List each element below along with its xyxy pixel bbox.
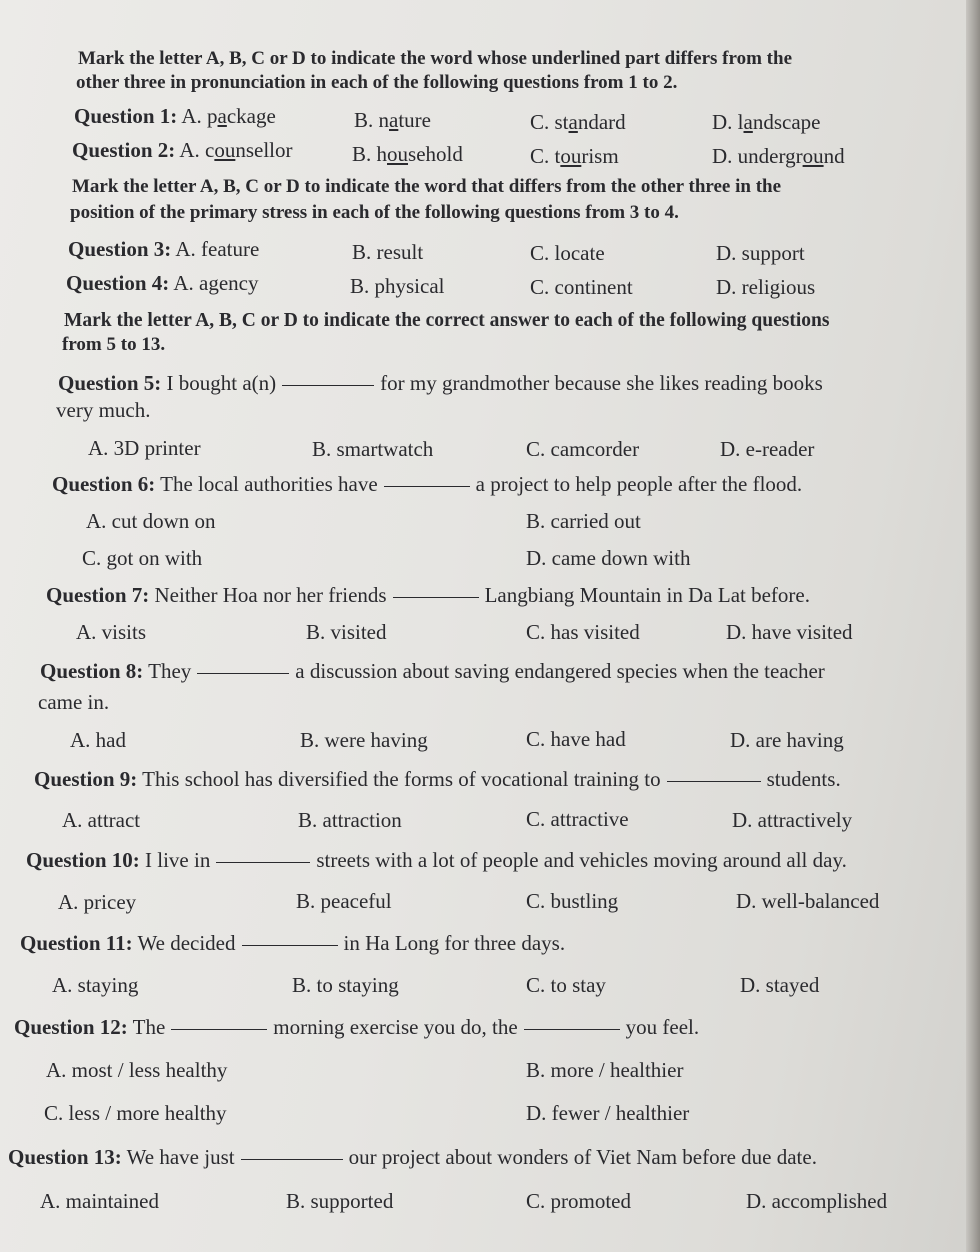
option-c[interactable]: C. locate xyxy=(530,241,605,265)
option-d[interactable]: D. came down with xyxy=(526,546,691,570)
instruction-answer-line1: Mark the letter A, B, C or D to indicate the correct answer to each of the following questions xyxy=(64,310,830,331)
option-a[interactable]: A. pricey xyxy=(58,890,137,914)
answer-blank[interactable] xyxy=(384,485,470,487)
option-a[interactable]: A. visits xyxy=(76,620,147,644)
option-a[interactable]: A. 3D printer xyxy=(88,436,201,460)
question-12: Question 12: The morning exercise you do, the you feel. xyxy=(14,1015,700,1039)
option-a[interactable]: A. cut down on xyxy=(86,509,216,533)
page-edge-shadow xyxy=(966,0,980,1252)
option-c[interactable]: C. bustling xyxy=(526,889,619,913)
answer-blank[interactable] xyxy=(241,1158,343,1160)
answer-blank-2[interactable] xyxy=(524,1028,620,1030)
option-d[interactable]: D. religious xyxy=(716,275,816,299)
answer-blank[interactable] xyxy=(393,596,479,598)
option-b[interactable]: B. peaceful xyxy=(296,889,392,913)
option-c[interactable]: C. standard xyxy=(530,110,626,134)
option-a[interactable]: A. maintained xyxy=(40,1189,159,1213)
option-d[interactable]: D. fewer / healthier xyxy=(526,1101,690,1125)
option-a[interactable]: A. most / less healthy xyxy=(46,1058,228,1082)
question-2 xyxy=(72,138,293,163)
question-8-continued: came in. xyxy=(38,690,110,714)
question-11: Question 11: We decided in Ha Long for three days. xyxy=(20,931,566,955)
question-label: Question 4: xyxy=(66,271,170,295)
option-a[interactable]: A. feature xyxy=(175,237,260,261)
question-5: Question 5: I bought a(n) for my grandmother because she likes reading books xyxy=(58,371,823,395)
question-label: Question 5: xyxy=(58,371,162,395)
option-b[interactable]: B. supported xyxy=(286,1189,394,1213)
question-7: Question 7: Neither Hoa nor her friends Langbiang Mountain in Da Lat before. xyxy=(46,583,810,607)
question-label: Question 10: xyxy=(26,848,140,872)
answer-blank[interactable] xyxy=(197,672,289,674)
option-b[interactable]: B. visited xyxy=(306,620,387,644)
option-c[interactable]: C. got on with xyxy=(82,546,203,570)
question-label: Question 13: xyxy=(8,1145,122,1169)
instruction-pronunciation-line2: other three in pronunciation in each of the following questions from 1 to 2. xyxy=(76,72,678,93)
option-d[interactable]: D. have visited xyxy=(726,620,853,644)
option-a[interactable]: A. had xyxy=(70,728,126,752)
option-a[interactable]: A. agency xyxy=(173,271,259,295)
answer-blank[interactable] xyxy=(667,780,761,782)
option-a[interactable]: A. counsellor xyxy=(179,138,293,162)
instruction-stress-line2: position of the primary stress in each of the following questions from 3 to 4. xyxy=(70,202,679,223)
question-label: Question 8: xyxy=(40,659,144,683)
question-label: Question 6: xyxy=(52,472,156,496)
option-b[interactable]: B. smartwatch xyxy=(312,437,434,461)
option-d[interactable]: D. accomplished xyxy=(746,1189,888,1213)
option-b[interactable]: B. carried out xyxy=(526,509,641,533)
option-c[interactable]: C. continent xyxy=(530,275,633,299)
option-c[interactable]: C. have had xyxy=(526,727,626,751)
answer-blank-1[interactable] xyxy=(171,1028,267,1030)
question-label: Question 2: xyxy=(72,138,176,162)
question-3 xyxy=(68,237,259,262)
option-b[interactable]: B. household xyxy=(352,142,463,166)
question-9: Question 9: This school has diversified the forms of vocational training to students. xyxy=(34,767,841,791)
option-c[interactable]: C. to stay xyxy=(526,973,606,997)
answer-blank[interactable] xyxy=(282,384,374,386)
option-b[interactable]: B. result xyxy=(352,240,424,264)
instruction-stress-line1: Mark the letter A, B, C or D to indicate the word that differs from the other three in the xyxy=(72,176,782,197)
option-d[interactable]: D. stayed xyxy=(740,973,820,997)
option-c[interactable]: C. camcorder xyxy=(526,437,640,461)
answer-blank[interactable] xyxy=(216,861,310,863)
option-a[interactable]: A. staying xyxy=(52,973,139,997)
option-b[interactable]: B. attraction xyxy=(298,808,402,832)
option-d[interactable]: D. are having xyxy=(730,728,844,752)
option-c[interactable]: C. has visited xyxy=(526,620,640,644)
option-c[interactable]: C. tourism xyxy=(530,144,619,168)
option-a[interactable]: A. package xyxy=(181,104,276,128)
answer-blank[interactable] xyxy=(242,944,338,946)
question-13: Question 13: We have just our project about wonders of Viet Nam before due date. xyxy=(8,1145,817,1169)
option-b[interactable]: B. nature xyxy=(354,108,431,132)
question-label: Question 9: xyxy=(34,767,138,791)
option-c[interactable]: C. less / more healthy xyxy=(44,1101,227,1125)
question-6: Question 6: The local authorities have a project to help people after the flood. xyxy=(52,472,803,496)
instruction-answer-line2: from 5 to 13. xyxy=(62,334,166,355)
option-c[interactable]: C. attractive xyxy=(526,807,629,831)
question-label: Question 11: xyxy=(20,931,133,955)
question-5-continued: very much. xyxy=(56,398,151,422)
option-d[interactable]: D. attractively xyxy=(732,808,853,832)
option-b[interactable]: B. to staying xyxy=(292,973,399,997)
question-10: Question 10: I live in streets with a lot of people and vehicles moving around all day. xyxy=(26,848,847,872)
option-b[interactable]: B. physical xyxy=(350,274,445,298)
option-d[interactable]: D. underground xyxy=(712,144,845,168)
question-label: Question 12: xyxy=(14,1015,128,1039)
option-c[interactable]: C. promoted xyxy=(526,1189,631,1213)
question-label: Question 3: xyxy=(68,237,172,261)
option-d[interactable]: D. support xyxy=(716,241,805,265)
option-d[interactable]: D. well-balanced xyxy=(736,889,880,913)
option-b[interactable]: B. were having xyxy=(300,728,428,752)
question-8: Question 8: They a discussion about saving endangered species when the teacher xyxy=(40,659,825,683)
option-d[interactable]: D. e-reader xyxy=(720,437,815,461)
option-b[interactable]: B. more / healthier xyxy=(526,1058,684,1082)
option-d[interactable]: D. landscape xyxy=(712,110,821,134)
question-label: Question 7: xyxy=(46,583,150,607)
option-a[interactable]: A. attract xyxy=(62,808,141,832)
instruction-pronunciation-line1: Mark the letter A, B, C or D to indicate the word whose underlined part differs from the xyxy=(78,48,793,69)
question-4 xyxy=(66,271,259,296)
question-1 xyxy=(74,104,276,129)
question-label: Question 1: xyxy=(74,104,178,128)
